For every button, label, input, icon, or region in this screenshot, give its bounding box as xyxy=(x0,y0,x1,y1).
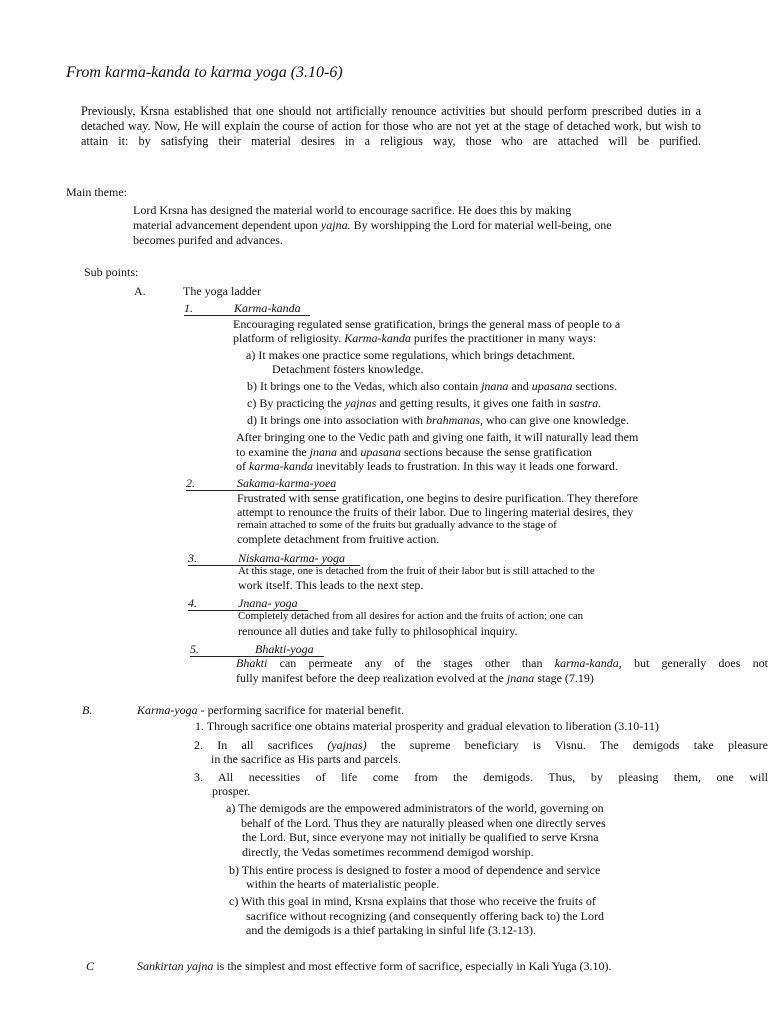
step-text: attempt to renounce the fruits of their labor. Due to lingering material desires, they xyxy=(237,505,634,519)
section-b-subpoint: b) This entire process is designed to foster a mood of dependence and service xyxy=(229,863,601,877)
section-b-subpoint: c) With this goal in mind, Krsna explains that those who receive the fruits of xyxy=(229,894,596,908)
step-text: remain attached to some of the fruits but gradually advance to the stage of xyxy=(237,519,557,531)
step-text: of karma-kanda inevitably leads to frustration. In this way it leads one forward. xyxy=(236,459,618,473)
intro-paragraph: Previously, Krsna established that one should not artificially renounce activities but should perform prescribed duties in a detached way. Now, He will explain the course of action for those who are not yet at the stage of detached work, but wish to attain it: by satisfying their material desires in a religious way, those who are attached will be purified. xyxy=(81,104,701,148)
step-text: Bhakti can permeate any of the stages other than karma-kanda, but generally does not xyxy=(236,656,768,670)
step-subitem: b) It brings one to the Vedas, which also contain jnana and upasana sections. xyxy=(247,379,618,393)
step-heading: 5. Bhakti-yoga xyxy=(190,642,324,657)
step-subitem: c) By practicing the yajnas and getting results, it gives one faith in sastra. xyxy=(247,396,602,410)
section-b-point: 1. Through sacrifice one obtains material prosperity and gradual elevation to liberation (3.10-11) xyxy=(195,719,659,733)
step-text: work itself. This leads to the next step. xyxy=(238,578,424,592)
step-heading: 1. Karma-kanda xyxy=(184,301,310,316)
section-b-subpoint: directly, the Vedas sometimes recommend demigod worship. xyxy=(242,845,534,859)
step-text: platform of religiosity. Karma-kanda purifes the practitioner in many ways: xyxy=(233,331,597,345)
section-b-heading: Karma-yoga - performing sacrifice for material benefit. xyxy=(137,703,404,717)
main-theme-label: Main theme: xyxy=(66,185,127,199)
step-text: fully manifest before the deep realization evolved at the jnana stage (7.19) xyxy=(236,671,594,685)
page-title: From karma-kanda to karma yoga (3.10-6) xyxy=(66,64,343,81)
section-b-subpoint: the Lord. But, since everyone may not initially be qualified to serve Krsna xyxy=(242,830,599,844)
step-text: renounce all duties and take fully to philosophical inquiry. xyxy=(238,624,518,638)
step-heading: 3. Niskama-karma- yoga xyxy=(188,551,360,566)
section-b-marker: B. xyxy=(82,703,93,717)
step-text: At this stage, one is detached from the fruit of their labor but is still attached to the xyxy=(238,565,595,577)
section-b-point: prosper. xyxy=(212,784,251,798)
section-b-subpoint: behalf of the Lord. Thus they are naturally pleased when one directly serves xyxy=(241,816,606,830)
step-heading: 2. Sakama-karma-yoea xyxy=(186,476,337,490)
section-c-text: Sankirtan yajna is the simplest and most effective form of sacrifice, especially in Kali Yuga (3.10). xyxy=(137,959,612,973)
main-theme-line: becomes purifed and advances. xyxy=(133,233,283,247)
section-b-point: in the sacrifice as His parts and parcels. xyxy=(211,752,401,766)
section-b-subpoint: sacrifice without recognizing (and consequently offering back to) the Lord xyxy=(246,909,604,923)
section-a-marker: A. xyxy=(134,284,146,298)
step-subitem: a) It makes one practice some regulations, which brings detachment. xyxy=(246,348,575,362)
section-b-point: 2. In all sacrifices (yajnas) the supreme beneficiary is Visnu. The demigods take pleasure xyxy=(194,738,768,752)
step-subitem: Detachment fosters knowledge. xyxy=(272,362,424,376)
main-theme-line: Lord Krsna has designed the material world to encourage sacrifice. He does this by making xyxy=(133,203,572,217)
step-heading: 4. Jnana- yoga xyxy=(188,596,308,611)
section-b-point: 3. All necessities of life come from the demigods. Thus, by pleasing them, one will xyxy=(194,770,768,784)
section-c-marker: C xyxy=(86,959,95,973)
sub-points-label: Sub points: xyxy=(84,265,139,279)
step-text: Completely detached from all desires for action and the fruits of action; one can xyxy=(238,610,584,622)
step-text: complete detachment from fruitive action. xyxy=(237,532,440,546)
step-text: to examine the jnana and upasana sections because the sense gratification xyxy=(236,445,592,459)
step-text: After bringing one to the Vedic path and giving one faith, it will naturally lead them xyxy=(236,430,639,444)
step-subitem: d) It brings one into association with brahmanas, who can give one knowledge. xyxy=(247,413,629,427)
section-b-subpoint: and the demigods is a thief partaking in sinful life (3.12-13). xyxy=(246,923,536,937)
step-text: Frustrated with sense gratification, one begins to desire purification. They therefore xyxy=(237,491,638,505)
section-a-title: The yoga ladder xyxy=(183,284,261,298)
section-b-subpoint: within the hearts of materialistic people. xyxy=(246,877,440,891)
main-theme-line: material advancement dependent upon yajna. By worshipping the Lord for material well-being, one xyxy=(133,218,612,232)
section-b-subpoint: a) The demigods are the empowered administrators of the world, governing on xyxy=(226,801,604,815)
step-text: Encouraging regulated sense gratification, brings the general mass of people to a xyxy=(233,317,621,331)
